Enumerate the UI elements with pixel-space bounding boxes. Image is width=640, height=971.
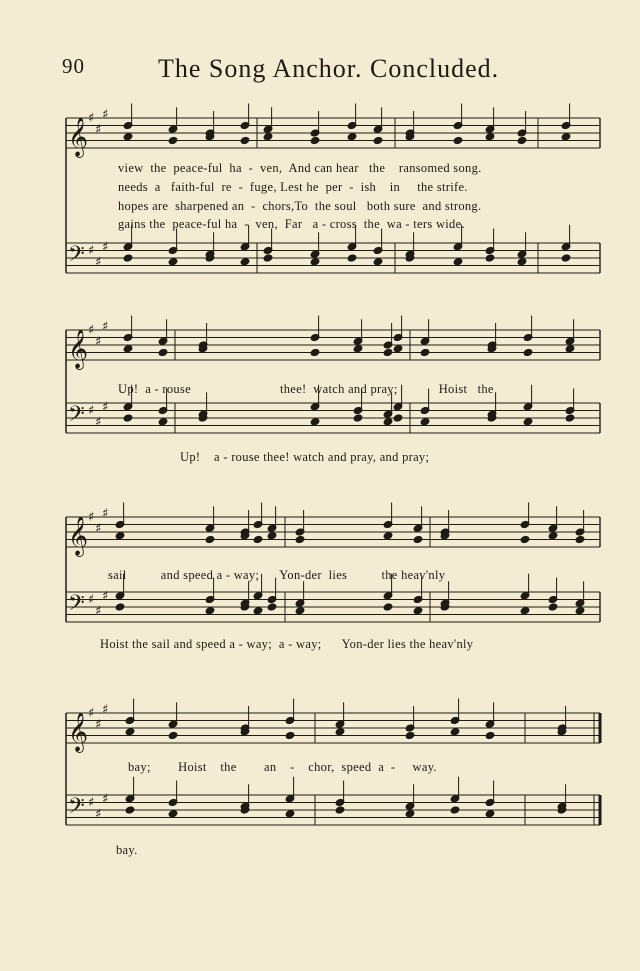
note-head bbox=[520, 536, 529, 544]
note-head bbox=[453, 258, 462, 266]
sharp-sign: ♯ bbox=[102, 702, 109, 718]
bass-clef: 𝄢 bbox=[68, 794, 85, 824]
note-head bbox=[393, 414, 402, 422]
treble-clef: 𝄞 bbox=[68, 329, 89, 369]
note-head bbox=[450, 728, 459, 736]
note-head bbox=[125, 806, 134, 814]
note-head bbox=[520, 607, 529, 615]
note-head bbox=[561, 254, 570, 262]
lyric-line: bay; Hoist the an - chor, speed a - way. bbox=[128, 760, 437, 774]
lyric-line: Up! a - rouse thee! watch and pray; Hoist the bbox=[118, 382, 494, 396]
note-head bbox=[267, 603, 276, 611]
note-head bbox=[295, 607, 304, 615]
note-head bbox=[485, 133, 494, 141]
note-head bbox=[310, 258, 319, 266]
note-head bbox=[517, 137, 526, 145]
lyric-line: view the peace-ful ha - ven, And can hear the ransomed song. bbox=[118, 161, 482, 175]
sharp-sign: ♯ bbox=[95, 334, 102, 350]
note-head bbox=[420, 349, 429, 357]
note-head bbox=[158, 418, 167, 426]
sharp-sign: ♯ bbox=[88, 510, 95, 525]
note-head bbox=[285, 810, 294, 818]
note-head bbox=[393, 345, 402, 353]
sharp-sign: ♯ bbox=[102, 239, 109, 255]
sharp-sign: ♯ bbox=[102, 506, 109, 522]
note-head bbox=[383, 418, 392, 426]
note-head bbox=[310, 349, 319, 357]
sharp-sign: ♯ bbox=[95, 806, 102, 822]
note-head bbox=[517, 258, 526, 266]
note-head bbox=[253, 536, 262, 544]
note-head bbox=[240, 258, 249, 266]
note-head bbox=[285, 732, 294, 740]
lyric-line: hopes are sharpened an - chors,To the soul both sure and strong. bbox=[118, 199, 482, 213]
bass-clef: 𝄢 bbox=[68, 591, 85, 621]
note-head bbox=[335, 806, 344, 814]
note-head bbox=[485, 732, 494, 740]
note-head bbox=[565, 345, 574, 353]
sharp-sign: ♯ bbox=[102, 107, 109, 123]
lyric-line: Hoist the sail and speed a - way; a - way; Yon-der lies the heav'nly bbox=[100, 637, 474, 651]
sharp-sign: ♯ bbox=[95, 122, 102, 138]
note-head bbox=[353, 414, 362, 422]
sharp-sign: ♯ bbox=[102, 588, 109, 604]
note-head bbox=[383, 532, 392, 540]
lyric-line: bay. bbox=[116, 843, 138, 857]
note-head bbox=[205, 536, 214, 544]
bass-clef: 𝄢 bbox=[68, 242, 85, 272]
sharp-sign: ♯ bbox=[88, 243, 95, 259]
note-head bbox=[575, 607, 584, 615]
note-head bbox=[263, 133, 272, 141]
note-head bbox=[158, 349, 167, 357]
note-head bbox=[310, 418, 319, 426]
note-head bbox=[575, 536, 584, 544]
note-head bbox=[335, 728, 344, 736]
note-head bbox=[561, 133, 570, 141]
treble-clef: 𝄞 bbox=[68, 712, 89, 752]
sharp-sign: ♯ bbox=[102, 399, 109, 415]
sharp-sign: ♯ bbox=[95, 603, 102, 619]
note-head bbox=[485, 810, 494, 818]
note-head bbox=[310, 137, 319, 145]
note-head bbox=[123, 133, 132, 141]
note-head bbox=[168, 137, 177, 145]
sharp-sign: ♯ bbox=[95, 521, 102, 537]
sharp-sign: ♯ bbox=[88, 706, 95, 721]
note-head bbox=[373, 258, 382, 266]
note-head bbox=[548, 532, 557, 540]
treble-clef: 𝄞 bbox=[68, 516, 89, 556]
lyric-line: sail and speed a - way; Yon-der lies the heav'nly bbox=[108, 568, 446, 582]
note-head bbox=[413, 536, 422, 544]
sharp-sign: ♯ bbox=[102, 791, 109, 807]
sharp-sign: ♯ bbox=[95, 717, 102, 733]
treble-clef: 𝄞 bbox=[68, 117, 89, 157]
note-head bbox=[450, 806, 459, 814]
sharp-sign: ♯ bbox=[88, 795, 95, 811]
note-head bbox=[295, 536, 304, 544]
note-head bbox=[205, 607, 214, 615]
note-head bbox=[168, 810, 177, 818]
note-head bbox=[123, 414, 132, 422]
note-head bbox=[253, 607, 262, 615]
page-number: 90 bbox=[62, 54, 85, 78]
note-head bbox=[115, 603, 124, 611]
bass-clef: 𝄢 bbox=[68, 402, 85, 432]
note-head bbox=[168, 258, 177, 266]
sharp-sign: ♯ bbox=[88, 403, 95, 419]
note-head bbox=[263, 254, 272, 262]
note-head bbox=[383, 603, 392, 611]
note-head bbox=[453, 137, 462, 145]
sharp-sign: ♯ bbox=[88, 111, 95, 126]
note-head bbox=[347, 254, 356, 262]
lyric-line: gains the peace-ful ha - ven, Far a - cross the wa - ters wide. bbox=[118, 217, 465, 231]
note-head bbox=[115, 532, 124, 540]
note-head bbox=[353, 345, 362, 353]
note-head bbox=[267, 532, 276, 540]
sharp-sign: ♯ bbox=[88, 592, 95, 608]
note-head bbox=[405, 732, 414, 740]
note-head bbox=[123, 345, 132, 353]
sharp-sign: ♯ bbox=[102, 319, 109, 335]
note-head bbox=[240, 137, 249, 145]
note-head bbox=[548, 603, 557, 611]
note-head bbox=[420, 418, 429, 426]
note-head bbox=[523, 349, 532, 357]
note-head bbox=[123, 254, 132, 262]
note-head bbox=[413, 607, 422, 615]
lyric-line: needs a faith-ful re - fuge, Lest he per - ish in the strife. bbox=[118, 180, 468, 194]
note-head bbox=[565, 414, 574, 422]
note-head bbox=[485, 254, 494, 262]
note-head bbox=[373, 137, 382, 145]
note-head bbox=[347, 133, 356, 141]
note-head bbox=[168, 732, 177, 740]
sharp-sign: ♯ bbox=[95, 414, 102, 430]
note-head bbox=[383, 349, 392, 357]
note-head bbox=[523, 418, 532, 426]
page-title: The Song Anchor. Concluded. bbox=[158, 54, 500, 83]
sharp-sign: ♯ bbox=[95, 254, 102, 270]
sharp-sign: ♯ bbox=[88, 323, 95, 338]
lyric-line: Up! a - rouse thee! watch and pray, and pray; bbox=[180, 450, 430, 464]
note-head bbox=[405, 810, 414, 818]
note-head bbox=[125, 728, 134, 736]
